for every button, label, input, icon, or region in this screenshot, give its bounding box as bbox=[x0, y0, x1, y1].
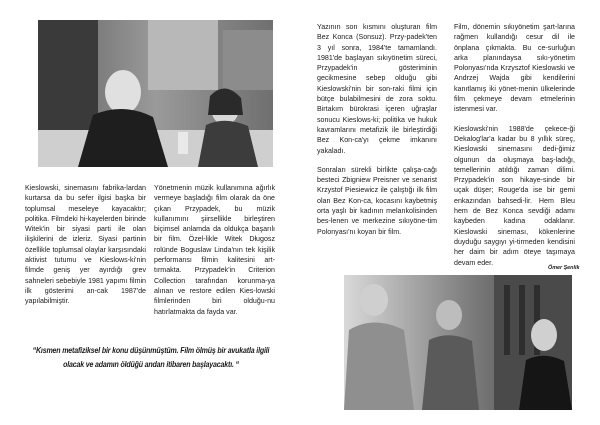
film-still-couple-photo bbox=[38, 20, 273, 167]
article-column-4 bbox=[454, 22, 575, 277]
article-column-3 bbox=[317, 22, 437, 246]
article-paragraph: Sonraları sürekli birlikte çalışa-cağı besteci Zbigniew Preisner ve senarist Krzystof Piesiewicz ile çalıştığı ilk film olan Bez Kon-ca, kocasını kaybetmiş orta yaşlı bir kadının melankolisinden bes-lenen ve merkezine sıkıyöne-tim Polonyası'nı koyan bir film. bbox=[317, 165, 437, 236]
article-paragraph: Kieslowski'nin 1988'de çekece-ği Dekalog'lar'a kadar bu 8 yıllık süreç, Kieslowski sinemasını dedi-ğimiz olgunun da oluşmaya baş-ladığı, temellerinin atıldığı zaman dilimi. Przypadek'in son hikaye-sinde bir uçak düşer; Rouge'da ise bir gemi enkazından bahsedi-lir. Hem Bleu hem de Bez Konca sevdiği adamı kaybeden kadına odaklanır. Kieslowski sineması, kökenlerine duyduğu saygıyı yi-tirmeden kendisini her daim bir adım öteye taşımaya devam eder. bbox=[454, 124, 575, 267]
article-paragraph: Yönetmenin müzik kullanımına ağırlık vermeye başladığı film olarak da öne çıkan Przypadek, bu müzik kullanımını şiirsellikle birleştiren biçimsel anlamda da oldukça başarılı bir film. Özel-likle Witek Długosz rolünde Boguslaw Linda'nın tek kişilik performansı filmin kalitesini art-tırmakta. Przypadek'in Criterion Collection tarafından korunma-ya alınan ve restore edilen Kies-lowski filmlerinden biri olduğu-nu hatırlatmakta da fayda var. bbox=[154, 184, 275, 316]
author-signature: Ömer Şenlik bbox=[548, 265, 580, 271]
article-paragraph: Kieslowski, sinemasını fabrika-lardan kurtarsa da bu sefer ilgisi başka bir toplumsal meseleye kayacaktır; politika. Filmdeki hi-kayelerden birinde Witek'in bir siyasi parti ile olan ilişkilerini de izleriz. Siyasi partinin özellikle toplumsal olaylar karşısındaki aktivist tutumu ve Kieslows-ki'nin filmde geniş yer ayırdığı grev sahneleri sebebiyle 1981 yapımı filmin ilk gösterimi an-cak 1987'de yapılabilmiştir. bbox=[25, 184, 146, 306]
article-paragraph: Yazının son kısmını oluşturan film Bez Konca (Sonsuz). Przy-padek'ten 3 yıl sonra, 1984'te tamamlandı. 1981'de başlayan sıkıyönetim süreci, Przypadek'in gösteriminin gecikmesine sebep olduğu gibi Kieslowski'nin bir son-raki filmi için bütçe bulabilmesini de zora soktu. Birtakım bürokrasi içeren uğraşlar sonucu Kieslows-ki; politika ve hukuk kavramlarını metafizik ile birleştirdiği Bez Kon-ca'yı çekme imkanını yakaladı. bbox=[317, 23, 437, 155]
article-column-1 bbox=[25, 183, 146, 316]
article-column-2 bbox=[154, 183, 275, 326]
film-still-group-photo bbox=[344, 275, 572, 410]
pull-quote: “Kısmen metafiziksel bir konu düşünmüştüm. Film ölmüş bir avukatla ilgili olacak ve adamın öldüğü andan itibaren başlayacaktı. “ bbox=[32, 346, 270, 369]
article-paragraph: Film, dönemin sıkıyönetim şart-larına rağmen kullandığı cesur dil ile önplana çıkmakta. Bu ce-surluğun arka planındaysa sıkı-yönetim Polonyası'nda Krzysztof Kieslowski ve Andrzej Wajda gibi kendilerini kanıtlamış iki yönet-menin ülkelerinde film çekmeye devam etmelerinin istenmesi var. bbox=[454, 23, 575, 114]
